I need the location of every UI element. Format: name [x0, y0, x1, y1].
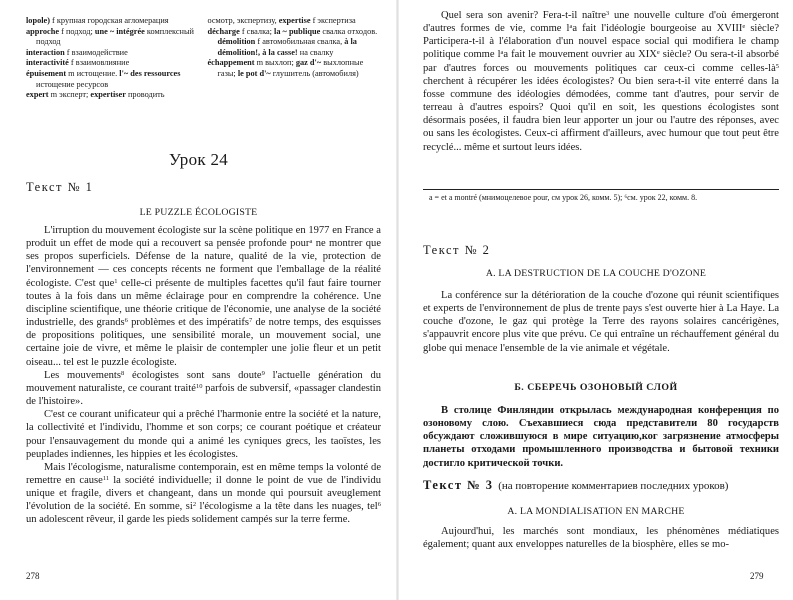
glossary-entry	[208, 27, 384, 59]
footnote: a = et a montré (мнимоцелевое pour, см урок 26, комм. 5); ⁶см. урок 22, комм. 8.	[429, 193, 698, 202]
text1-paragraph-text: écologistes sont sans doute	[124, 369, 262, 381]
glossary-term: épuisement	[26, 68, 67, 78]
intro-text: Quel sera son avenir? Fera-t-il naître	[441, 10, 607, 21]
footnote-marker: 3	[606, 10, 610, 17]
footnote-marker: 8	[120, 369, 125, 377]
text1-paragraph-text: l'écologisme a la tête dans les nuages, tel	[196, 501, 378, 513]
text1-title: LE PUZZLE ÉCOLOGISTE	[139, 207, 258, 218]
glossary-term: échappement	[207, 58, 255, 68]
glossary-term: interactivité	[26, 58, 69, 68]
text1-paragraph-text: l'actuelle génération du mouvement naturaliste, ce courant traité	[26, 369, 382, 394]
glossary-entry	[26, 16, 202, 27]
text1-paragraph-text: Mais l'écologisme, naturalisme contemporain, est en même temps la volonté de remettre en cause	[26, 461, 381, 486]
lesson-title: Урок 24	[168, 150, 229, 169]
footnote-marker: a	[569, 23, 573, 31]
glossary-term: lopole)	[26, 16, 50, 25]
glossary-term: expertise	[278, 16, 311, 25]
text2-title-a: A. LA DESTRUCTION DE LA COUCHE D'OZONE	[485, 268, 707, 279]
text3-heading	[423, 478, 728, 493]
glossary-definition: f подход;	[59, 26, 95, 36]
text3-heading-label: Текст № 3	[423, 478, 494, 492]
intro-text: cherchent à récupérer les idées écologistes? Ou bien sera-t-il vite enterré dans la fosse commune des idéologies démodées, comme tant d'autres, pour servir de terreau à d'autres espoirs? Quoi qu'il en soit, les questions écologistes sont désormais posées, il faudra bien leur apporter un jour ou l'autre des réponses, avec ou sans les écologistes. Ceux-ci affirment d'ailleurs, avec humour que tout peut être recyclé... même et surtout leurs idées.	[423, 75, 779, 153]
footnote-marker: 7	[249, 317, 253, 325]
text3-title: A. LA MONDIALISATION EN MARCHE	[507, 506, 685, 517]
text2-heading: Текст № 2	[423, 243, 491, 257]
text1-paragraph-text: L'irruption du mouvement écologiste sur la scène politique en 1977 en France a produit un effet de mode qui a recouvert sa pensée profonde pour	[26, 225, 381, 250]
glossary-term: interaction	[26, 47, 65, 57]
text2-title-b: Б. СБЕРЕЧЬ ОЗОНОВЫЙ СЛОЙ	[514, 382, 678, 393]
footnote-marker: 6	[377, 501, 381, 509]
glossary-term: approche	[26, 26, 60, 36]
text1-paragraph	[26, 224, 381, 369]
glossary-definition: свалка отходов.	[320, 26, 378, 36]
glossary-entry	[26, 90, 202, 101]
text1-paragraph-text: parfois de subversif, «passager clandestin de l'histoire».	[26, 382, 382, 408]
glossary-definition: f взаимодействие	[64, 47, 128, 57]
right-page	[399, 0, 793, 600]
glossary-entry	[208, 58, 384, 79]
glossary-definition: глушитель (автомобиля)	[270, 68, 359, 78]
glossary-definition: на свалку	[297, 47, 334, 57]
text1-body	[26, 224, 381, 527]
text3-heading-note: (на повторение комментариев последних уроков)	[498, 480, 729, 492]
glossary-term: le pot d'~	[237, 68, 271, 78]
footnote-marker: a	[500, 49, 504, 57]
text1-paragraph-text: ne montrer que ses propos superficiels. Défense de la nature, qualité de la vie, protection de l'environnement — ces concepts récents ne forment que l'emballage de la réalité écologiste. C'est que	[26, 238, 381, 289]
text1-paragraph-text: la société individuelle; il donne le point de vue de l'individu unique et fragile, divers et changeant, dans un monde qui poursuit aveuglement l'évolution de la société. En somme, si	[26, 474, 381, 513]
footnote-marker: 11	[102, 474, 110, 482]
glossary-term: une ~ intégrée	[94, 26, 145, 36]
text2-para-a-text: La conférence sur la détérioration de la couche d'ozone qui réunit scientifiques et experts de l'environnement de plus de trente pays s'est ouverte hier à La Haye. La couche d'ozone, le gaz qui protège la Terre des rayons solaires cancérigènes, s'appauvrit encore plus vite que prévu. Ce qui entraîne un réchauffement général du globe qui menace l'ensemble de la vie animale et végétale.	[423, 290, 779, 354]
glossary-entry	[26, 48, 202, 59]
footnote-marker: 1	[114, 277, 118, 285]
glossary-term: à la démolition!, à la casse!	[217, 37, 357, 57]
footnote-marker: 6	[124, 317, 128, 325]
text2-para-b-text: В столице Финляндии открылась международная конференция по озоновому слою. Съехавшиеся сюда представители 80 государств обсуждают сложившуюся в мире ситуацию,ког загрязнение атмосферы планеты отходами промышленного производства и бытовой техники достигло критической точки.	[423, 405, 779, 469]
text1-paragraph-text: Les mouvements	[44, 369, 121, 381]
footnote-rule	[423, 189, 779, 190]
glossary-entry	[26, 69, 202, 90]
text1-paragraph-text: de notre temps, des esquisses de propositions politiques, une sensibilité morale, un mouvement social, une certaine joie de vivre, et même le plaisir de contempler une jolie fleur et un petit oiseau... tel est le puzzle écologiste.	[26, 317, 381, 368]
intro-text: une nouvelle culture d'où émergeront d'autres formes de vie, comme l	[423, 10, 779, 35]
intro-text: siècle? Ou sera-t-il absorbé par d'autres forces ou mouvements politiques car ceux-ci comme celles-là	[423, 49, 779, 74]
footnote-marker: 9	[261, 369, 265, 377]
text2-para-a	[423, 289, 779, 355]
intro-paragraph-text	[423, 9, 779, 154]
text1-paragraph-text: problèmes et des impératifs	[127, 317, 250, 329]
glossary-term: la ~ publique	[274, 26, 321, 36]
text3-para	[423, 525, 779, 551]
glossary-term: l'~ des ressources	[119, 68, 181, 78]
text1-paragraph-text: C'est ce courant unificateur qui a prêché l'harmonie entre la société et la nature, la collectivité et l'individu, l'homme et son corps; ce courant poétique et créateur pour l'ensauvagement du monde qui a animé les cyniques grecs, les taoïstes, les peuplades indiennes, les hippies et les écologistes.	[26, 409, 381, 460]
glossary-entry	[26, 27, 202, 48]
glossary-definition: f взаимовлияние	[68, 58, 130, 68]
intro-text: a fait le mouvement ouvrier au XIX	[503, 49, 657, 61]
glossary-term: expertiser	[90, 90, 126, 100]
glossary	[26, 16, 383, 101]
glossary-definition: m истощение.	[66, 68, 120, 78]
footnote-marker: a	[309, 238, 313, 246]
page-number-right: 279	[750, 571, 764, 581]
glossary-definition: m эксперт;	[48, 90, 91, 100]
glossary-term: gaz d'~	[295, 58, 322, 68]
text2-para-b	[423, 404, 779, 470]
intro-text: siècle? Participera-t-il à l'élaboration d'un nouvel espace social qui modifiera le champ politique comme l	[423, 23, 780, 61]
text1-paragraph	[26, 408, 381, 461]
text1-paragraph-text: un adolescent rêveur, il garde les pieds solidement campés sur la terre ferme.	[26, 514, 351, 526]
glossary-term: expert	[26, 90, 49, 100]
glossary-definition: f автомобильная свалка,	[255, 37, 345, 47]
intro-text: a fait l'idéologie bourgeoise au XVIII	[572, 23, 743, 35]
text1-paragraph-text: celle-ci présente de multiples facettes qu'il faut faire tourner toutes à la fois dans un même éclairage pour en comprendre la cohérence. Une discipline scientifique, une théorie critique de l'économie, une analyse de la société industrielle, des grands	[26, 277, 381, 329]
footnote-marker: e	[742, 23, 746, 31]
glossary-entry	[208, 16, 384, 27]
glossary-definition: m выхлоп;	[254, 58, 296, 68]
glossary-definition: f свалка;	[239, 26, 275, 36]
footnote-marker: 10	[195, 382, 203, 390]
text1-paragraph	[26, 369, 381, 408]
glossary-column-1	[26, 16, 202, 101]
glossary-term: démolition	[217, 37, 256, 47]
glossary-definition: комплексный подход	[36, 26, 194, 47]
page-number-left: 278	[26, 571, 40, 581]
text1-paragraph	[26, 461, 381, 527]
text3-para-text: Aujourd'hui, les marchés sont mondiaux, les phénomènes médiatiques également; quant aux enveloppes naturelles de la biosphère, elles se mo-	[423, 526, 779, 551]
glossary-definition: f крупная городская агломерация	[49, 16, 169, 25]
footnote-marker: 2	[192, 501, 197, 509]
intro-paragraph	[423, 9, 779, 154]
glossary-definition: истощение ресурсов	[36, 79, 109, 89]
glossary-definition: выхлопные газы;	[217, 58, 364, 78]
glossary-definition: f экспертиза	[310, 16, 356, 25]
glossary-term: décharge	[207, 26, 240, 36]
glossary-definition: проводить	[125, 90, 165, 100]
glossary-column-2	[208, 16, 384, 101]
glossary-definition: осмотр, экспертизу,	[207, 16, 279, 25]
footnote-marker: 5	[775, 62, 779, 70]
text1-heading: Текст № 1	[26, 180, 94, 194]
footnote-marker: e	[656, 49, 660, 57]
glossary-entry	[26, 58, 202, 69]
